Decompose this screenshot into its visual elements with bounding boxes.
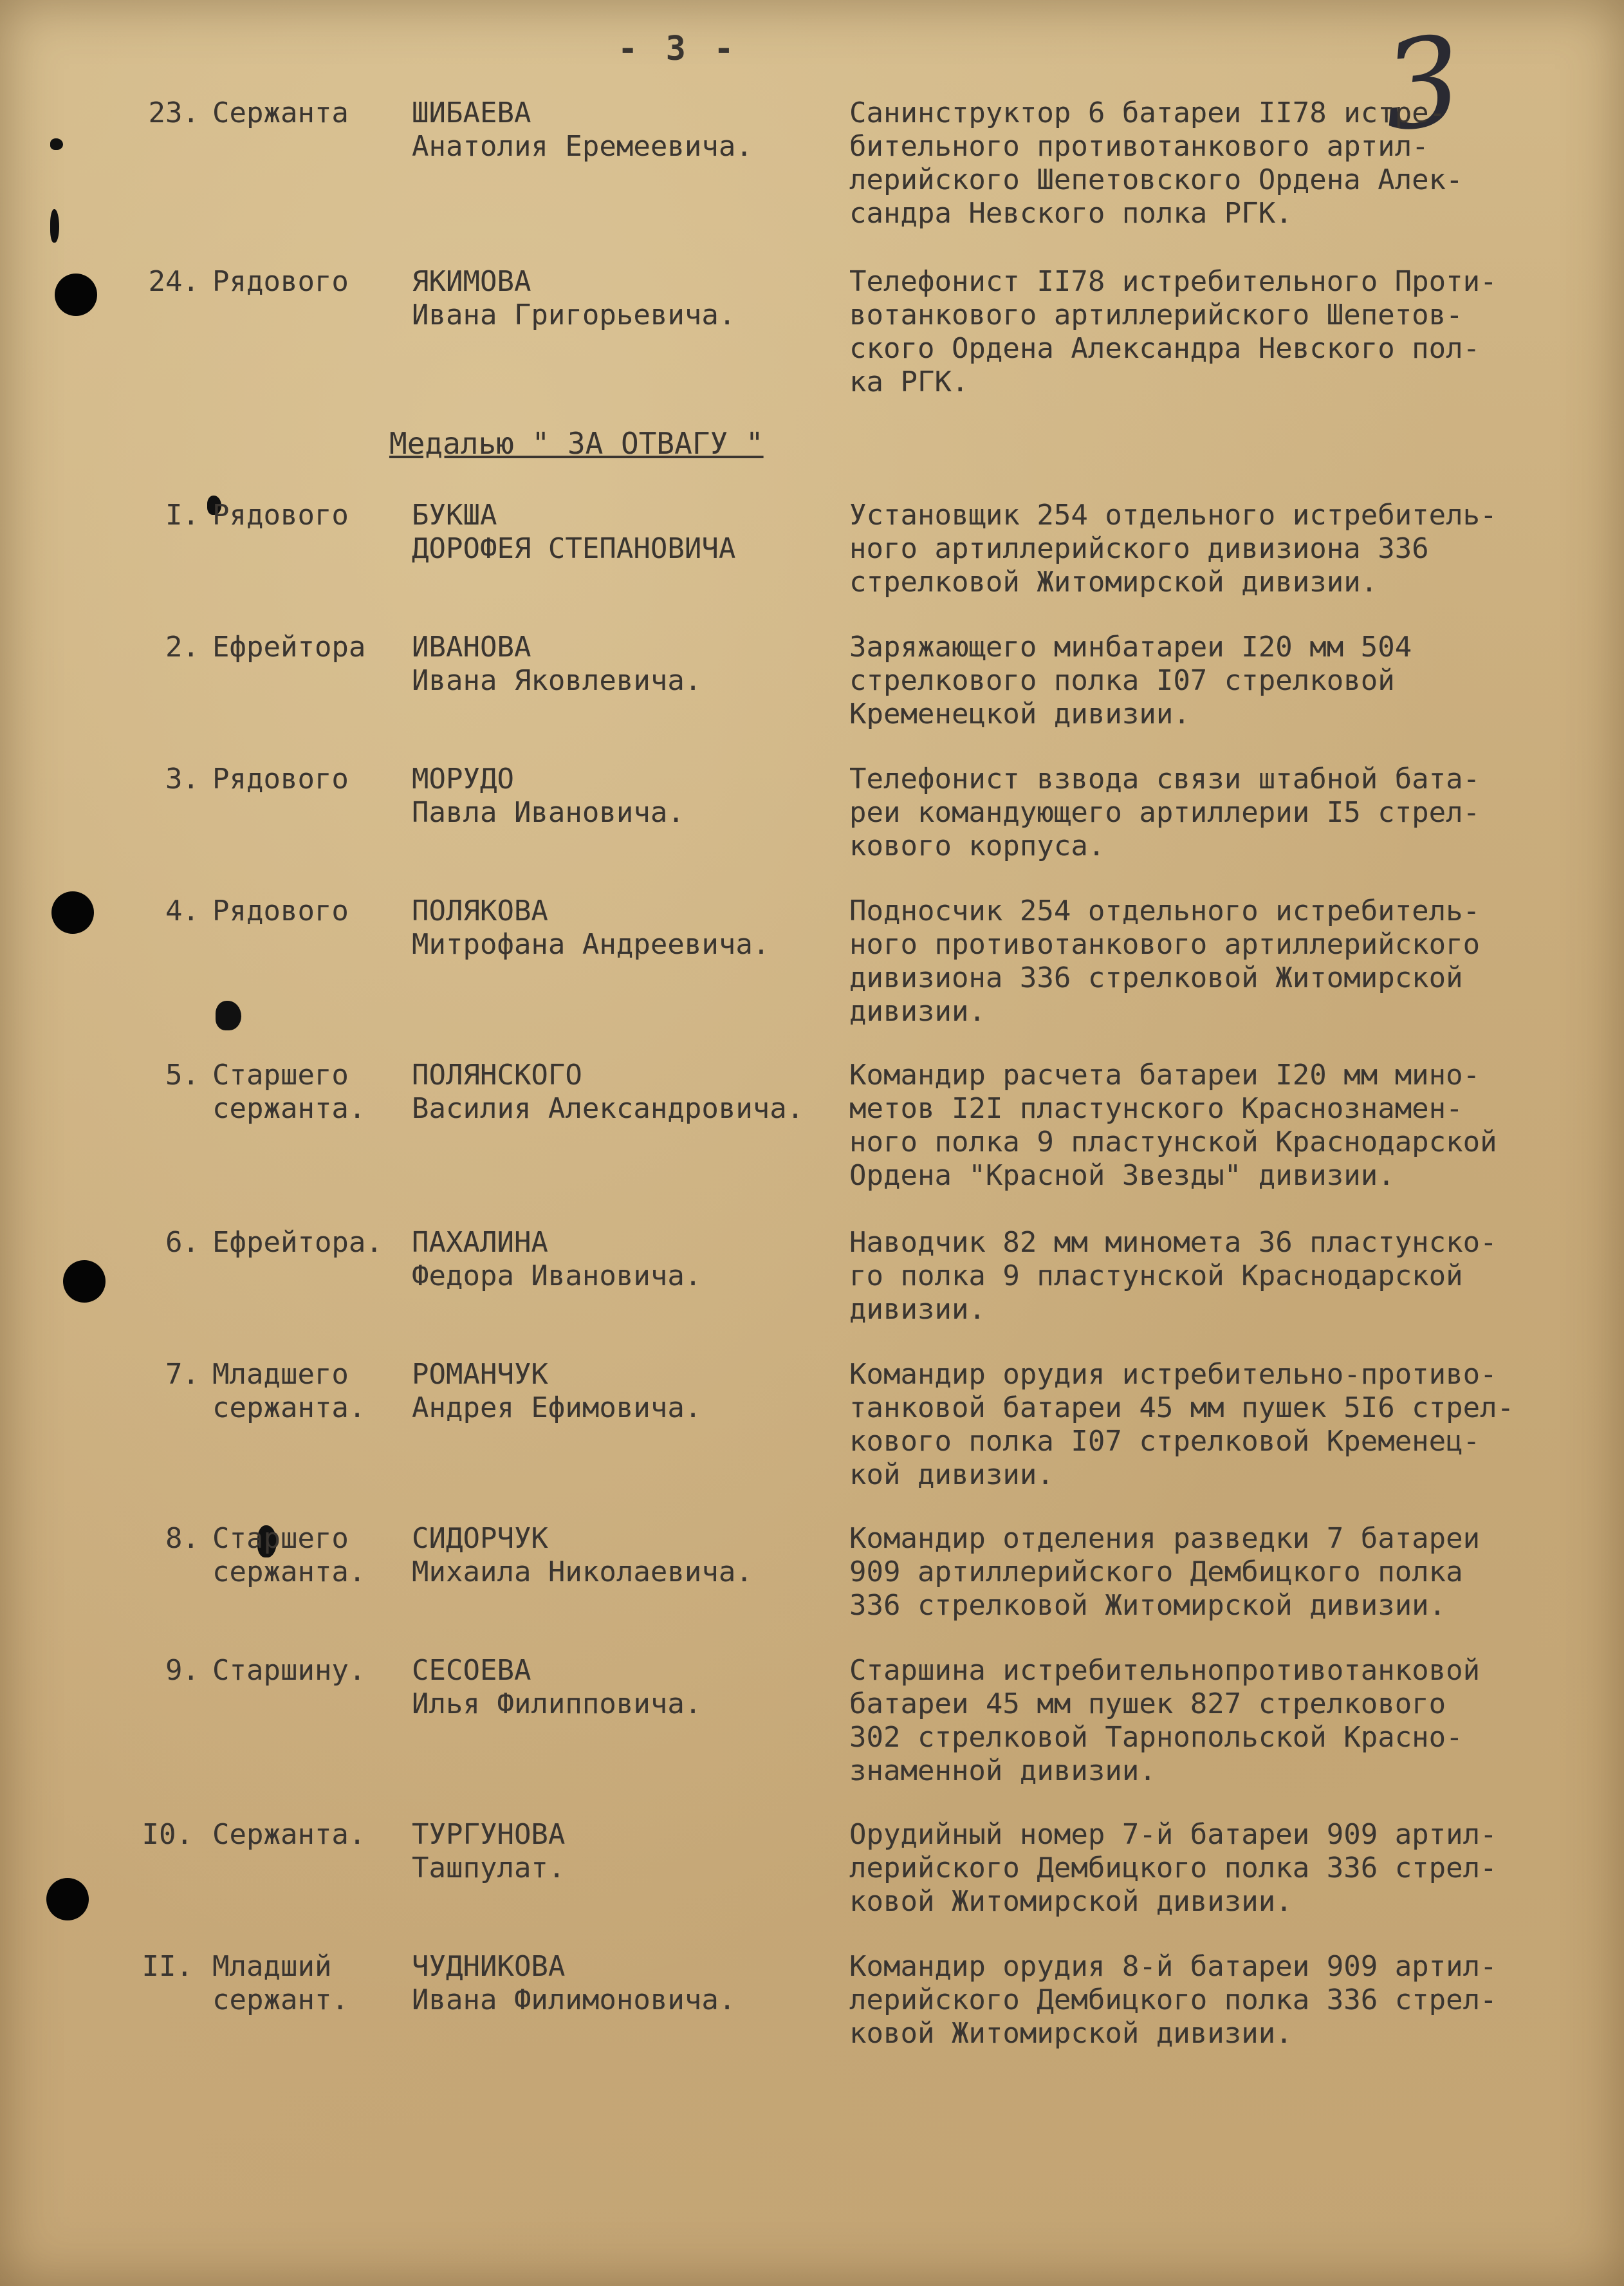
entry-name-line: Василия Александровича. [412,1092,804,1125]
entry-description-line: Подносчик 254 отдельного истребитель- [849,895,1481,927]
entry-rank [212,1358,412,1425]
entry-name-line: Ташпулат. [412,1852,566,1884]
entry-rank [212,895,412,928]
entry-description-line: го полка 9 пластунской Краснодарской [849,1259,1463,1292]
entry-description-line: ного противотанкового артиллерийского [849,928,1481,961]
entry-description-line: кового корпуса. [849,830,1105,862]
entry-description-line: лерийского Дембицкого полка 336 стрел- [849,1984,1497,2016]
entry-description-line: лерийского Дембицкого полка 336 стрел- [849,1852,1497,1884]
entry-description-line: дивизии. [849,1293,986,1326]
entry-name [412,1654,849,1721]
entry-name-line: ТУРГУНОВА [412,1818,566,1851]
entry-description-line: стрелковой Житомирской дивизии. [849,566,1378,599]
binder-hole-icon [55,274,97,316]
ink-blot-icon [50,209,59,243]
entry-rank [212,1226,412,1259]
entry-name-line: СИДОРЧУК [412,1522,548,1555]
entry-description-line: 909 артиллерийского Дембицкого полка [849,1556,1463,1588]
entry-description-line: ковой Житомирской дивизии. [849,1885,1293,1918]
entry-number: 8. [165,1522,199,1555]
handwritten-page-number: 3 [1376,9,1469,159]
entry-description-line: Орудийный номер 7-й батареи 909 артил- [849,1818,1497,1851]
ink-blot-icon [216,1001,241,1030]
entry-description [849,1522,1615,1622]
entry-rank [212,1950,412,2017]
entry-rank [212,631,412,664]
entry-description-line: Наводчик 82 мм миномета 36 пластунско- [849,1226,1497,1259]
page-number: - 3 - [618,30,738,68]
entry-description [849,1226,1615,1326]
binder-hole-icon [51,891,94,934]
section-title: Медалью " ЗА ОТВАГУ " [389,426,764,461]
entry-name-line: ЯКИМОВА [412,265,531,298]
entry-description-line: ного полка 9 пластунской Краснодарской [849,1126,1497,1158]
entry-description-line: танковой батареи 45 мм пушек 5I6 стрел- [849,1391,1515,1424]
entry-number: 5. [165,1059,199,1092]
entry-name-line: Ивана Григорьевича. [412,299,736,331]
entry-name-line: ПОЛЯКОВА [412,895,548,927]
entry-description-line: Телефонист взвода связи штабной бата- [849,763,1481,795]
entry-description-line: вотанкового артиллерийского Шепетов- [849,299,1463,331]
entry-rank-line: Рядового [212,763,349,795]
entry-description-line: кового полка I07 стрелковой Кременец- [849,1425,1481,1458]
entry-rank [212,1522,412,1589]
entry-rank [212,97,412,130]
entry-name [412,631,849,698]
entry-description-line: Командир орудия 8-й батареи 909 артил- [849,1950,1497,1983]
entry-name-line: ПАХАЛИНА [412,1226,548,1259]
entry-description-line: реи командующего артиллерии I5 стрел- [849,796,1481,829]
entry-number: 6. [165,1226,199,1259]
entry-name-line: Андрея Ефимовича. [412,1391,702,1424]
entry-rank-line: Ефрейтора. [212,1226,383,1259]
entry-description-line: батареи 45 мм пушек 827 стрелкового [849,1687,1446,1720]
entry-description [849,499,1615,599]
entry-number: 24. [148,265,199,298]
entry-description-line: стрелкового полка I07 стрелковой [849,664,1395,697]
entry-name [412,1358,849,1425]
entry-description-line: ковой Житомирской дивизии. [849,2017,1293,2050]
entry-description [849,895,1615,1028]
entry-name-line: СЕСОЕВА [412,1654,531,1687]
entry-description-line: дивизии. [849,995,986,1028]
entry-name-line: БУКША [412,499,497,532]
entry-description-line: Санинструктор 6 батареи II78 истре- [849,97,1446,129]
entry-description [849,1818,1615,1919]
entry-description-line: Командир отделения разведки 7 батареи [849,1522,1481,1555]
entry-description-line: Заряжающего минбатареи I20 мм 504 [849,631,1412,664]
ink-blot-icon [50,138,63,150]
entry-description-line: Кременецкой дивизии. [849,698,1190,730]
entry-rank-line: Старшего [212,1059,349,1092]
entry-name-line: МОРУДО [412,763,514,795]
entry-number: 3. [165,763,199,795]
entry-description-line: бительного противотанкового артил- [849,130,1429,163]
entry-number: 9. [165,1654,199,1687]
entry-number: 23. [148,97,199,129]
entry-rank [212,1818,412,1852]
entry-name [412,1226,849,1293]
entry-description [849,265,1615,399]
entry-name-line: ПОЛЯНСКОГО [412,1059,582,1092]
entry-description-line: 336 стрелковой Житомирской дивизии. [849,1589,1446,1622]
entry-name [412,265,849,332]
entry-rank [212,1654,412,1687]
entry-description-line: Командир расчета батареи I20 мм мино- [849,1059,1481,1092]
entry-name [412,1818,849,1885]
entry-name [412,895,849,962]
entry-name-line: Илья Филипповича. [412,1687,702,1720]
entry-rank-line: сержанта. [212,1556,366,1588]
entry-description-line: ного артиллерийского дивизиона 336 [849,532,1429,565]
entry-rank-line: Старшину. [212,1654,366,1687]
entry-rank-line: Младшего [212,1358,349,1391]
entry-name-line: ШИБАЕВА [412,97,531,129]
entry-rank [212,1059,412,1126]
entry-number: 4. [165,895,199,927]
entry-name-line: Митрофана Андреевича. [412,928,770,961]
entry-rank-line: Сержанта [212,97,349,129]
entry-rank-line: Рядового [212,265,349,298]
entry-description [849,1059,1615,1193]
entry-description-line: ского Ордена Александра Невского пол- [849,332,1481,365]
entry-description-line: кой дивизии. [849,1458,1054,1491]
entry-description-line: метов I2I пластунского Краснознамен- [849,1092,1463,1125]
entry-number: 2. [165,631,199,664]
entry-description-line: знаменной дивизии. [849,1754,1156,1787]
entry-name-line: ДОРОФЕЯ СТЕПАНОВИЧА [412,532,736,565]
entry-description [849,763,1615,863]
entry-rank-line: Сержанта. [212,1818,366,1851]
binder-hole-icon [63,1260,106,1303]
entry-description-line: лерийского Шепетовского Ордена Алек- [849,163,1463,196]
entry-description-line: ка РГК. [849,366,969,398]
entry-rank-line: Рядового [212,895,349,927]
entry-rank [212,265,412,299]
entry-description-line: сандра Невского полка РГК. [849,197,1293,230]
entry-number: 7. [165,1358,199,1391]
entry-name-line: ИВАНОВА [412,631,531,664]
entry-description [849,631,1615,731]
entry-rank-line: Младший [212,1950,332,1983]
binder-hole-icon [46,1878,89,1920]
entry-description-line: дивизиона 336 стрелковой Житомирской [849,962,1463,994]
entry-description-line: Старшина истребительнопротивотанковой [849,1654,1481,1687]
entry-number: I0. [142,1818,193,1851]
entry-description [849,1950,1615,2050]
entry-name [412,1522,849,1589]
entry-rank-line: Рядового [212,499,349,532]
entry-name-line: Ивана Яковлевича. [412,664,702,697]
entry-number: I. [165,499,199,532]
entry-description-line: 302 стрелковой Тарнопольской Красно- [849,1721,1463,1754]
entry-name [412,499,849,566]
entry-name [412,1059,849,1126]
entry-description-line: Командир орудия истребительно-противо- [849,1358,1497,1391]
entry-name-line: Павла Ивановича. [412,796,685,829]
entry-name-line: Анатолия Еремеевича. [412,130,753,163]
entry-rank-line: сержанта. [212,1391,366,1424]
entry-rank-line: сержант. [212,1984,349,2016]
entry-description-line: Установщик 254 отдельного истребитель- [849,499,1497,532]
entry-name-line: РОМАНЧУК [412,1358,548,1391]
entry-name [412,763,849,830]
entry-name-line: ЧУДНИКОВА [412,1950,566,1983]
entry-name-line: Ивана Филимоновича. [412,1984,736,2016]
entry-rank [212,763,412,796]
entry-description [849,1358,1615,1492]
entry-name-line: Михаила Николаевича. [412,1556,753,1588]
entry-name [412,97,849,163]
entry-description-line: Ордена "Красной Звезды" дивизии. [849,1159,1395,1192]
entry-rank-line: сержанта. [212,1092,366,1125]
entry-name-line: Федора Ивановича. [412,1259,702,1292]
entry-name [412,1950,849,2017]
entry-rank-line: Старшего [212,1522,349,1555]
entry-rank [212,499,412,532]
entry-description-line: Телефонист II78 истребительного Проти- [849,265,1497,298]
entry-rank-line: Ефрейтора [212,631,366,664]
entry-description [849,97,1615,230]
entry-description [849,1654,1615,1788]
entry-number: II. [142,1950,193,1983]
